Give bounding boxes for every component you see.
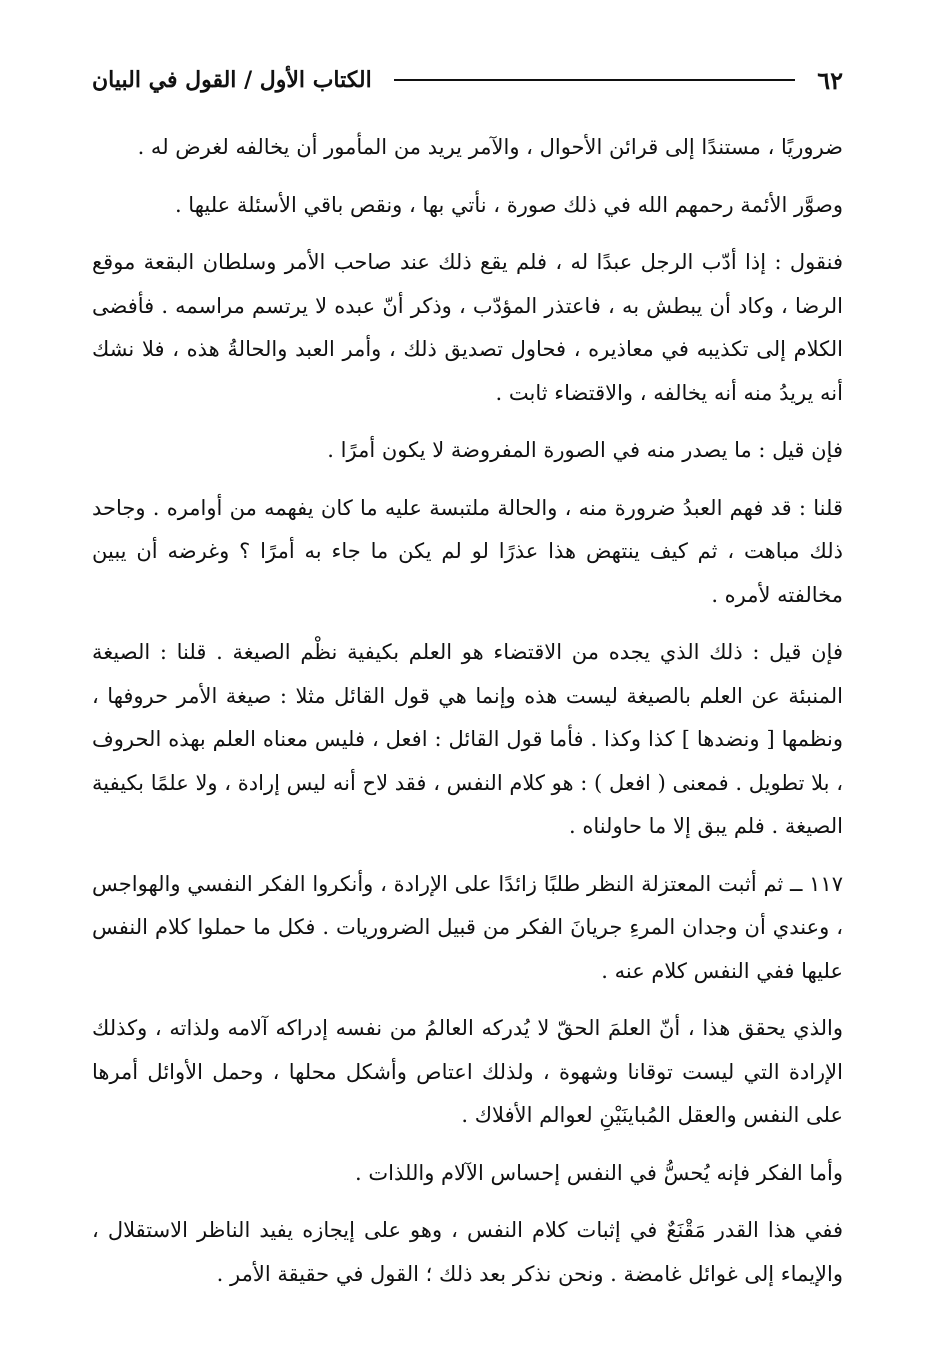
- page-number: ٦٢: [817, 65, 843, 95]
- paragraph: ضروريًا ، مستندًا إلى قرائن الأحوال ، والآمر يريد من المأمور أن يخالفه لغرض له .: [137, 135, 843, 159]
- paragraph: فإن قيل : ذلك الذي يجده من الاقتضاء هو العلم بكيفية نظْم الصيغة . قلنا : الصيغة المنبئة عن العلم بالصيغة ليست هذه وإنما هي قول القائل مثلا : صيغة الأمر حروفها ، ونظمها [ ونضدها ] كذا وكذا . فأما قول القائل : افعل ، فليس معناه العلم بهذه الحروف ، بلا تطويل . فمعنى ( افعل ) : هو كلام النفس ، فقد لاح أنه ليس إرادة ، ولا علمًا بكيفية الصيغة . فلم يبق إلا ما حاولناه .: [92, 640, 843, 838]
- page-body: [92, 126, 843, 1296]
- paragraph: ١١٧ ــ ثم أثبت المعتزلة النظر طلبًا زائدًا على الإرادة ، وأنكروا الفكر النفسي والهواجس ، وعندي أن وجدان المرءِ جريانَ الفكر من قبيل الضروريات . فكل ما حملوا كلام النفس عليها ففي النفس كلام عنه .: [92, 871, 843, 983]
- header-rule: [394, 79, 796, 81]
- running-title: الكتاب الأول / القول في البيان: [92, 67, 372, 93]
- paragraph: وصوَّر الأئمة رحمهم الله في ذلك صورة ، نأتي بها ، ونقص باقي الأسئلة عليها .: [174, 192, 843, 217]
- paragraph: وأما الفكر فإنه يُحسُّ في النفس إحساس الآلام واللذات .: [355, 1160, 843, 1185]
- paragraph: ففي هذا القدر مَقْنَعٌ في إثبات كلام النفس ، وهو على إيجازه يفيد الناظر الاستقلال ، والإيماء إلى غوائل غامضة . ونحن نذكر بعد ذلك ؛ القول في حقيقة الأمر .: [92, 1218, 843, 1286]
- paragraph: فإن قيل : ما يصدر منه في الصورة المفروضة لا يكون أمرًا .: [327, 438, 843, 462]
- paragraph: قلنا : قد فهم العبدُ ضرورة منه ، والحالة ملتبسة عليه ما كان يفهمه من أوامره . وجاحد ذلك مباهت ، ثم كيف ينتهض هذا عذرًا لو لم يكن ما جاء به أمرًا ؟ وغرضه أن يبين مخالفته لأمره .: [92, 495, 843, 607]
- paragraph: والذي يحقق هذا ، أنّ العلمَ الحقّ لا يُدركه العالمُ من نفسه إدراكه آلامه ولذاته ، وكذلك الإرادة التي ليست توقانا وشهوة ، ولذلك اعتاص وأشكل محلها ، وحمل الأوائل أمرها على النفس والعقل المُباينَيْنِ لعوالم الأفلاك .: [92, 1016, 843, 1127]
- paragraph: فنقول : إذا أدّب الرجل عبدًا له ، فلم يقع ذلك عند صاحب الأمر وسلطان البقعة موقع الرضا ، وكاد أن يبطش به ، فاعتذر المؤدّب ، وذكر أنّ عبده لا يرتسم مراسمه . فأفضى الكلام إلى تكذيبه في معاذيره ، فحاول تصديق ذلك ، وأمر العبد والحالةُ هذه ، فلا نشك أنه يريدُ منه أنه يخالفه ، والاقتضاء ثابت .: [92, 250, 843, 405]
- running-header: [92, 60, 843, 100]
